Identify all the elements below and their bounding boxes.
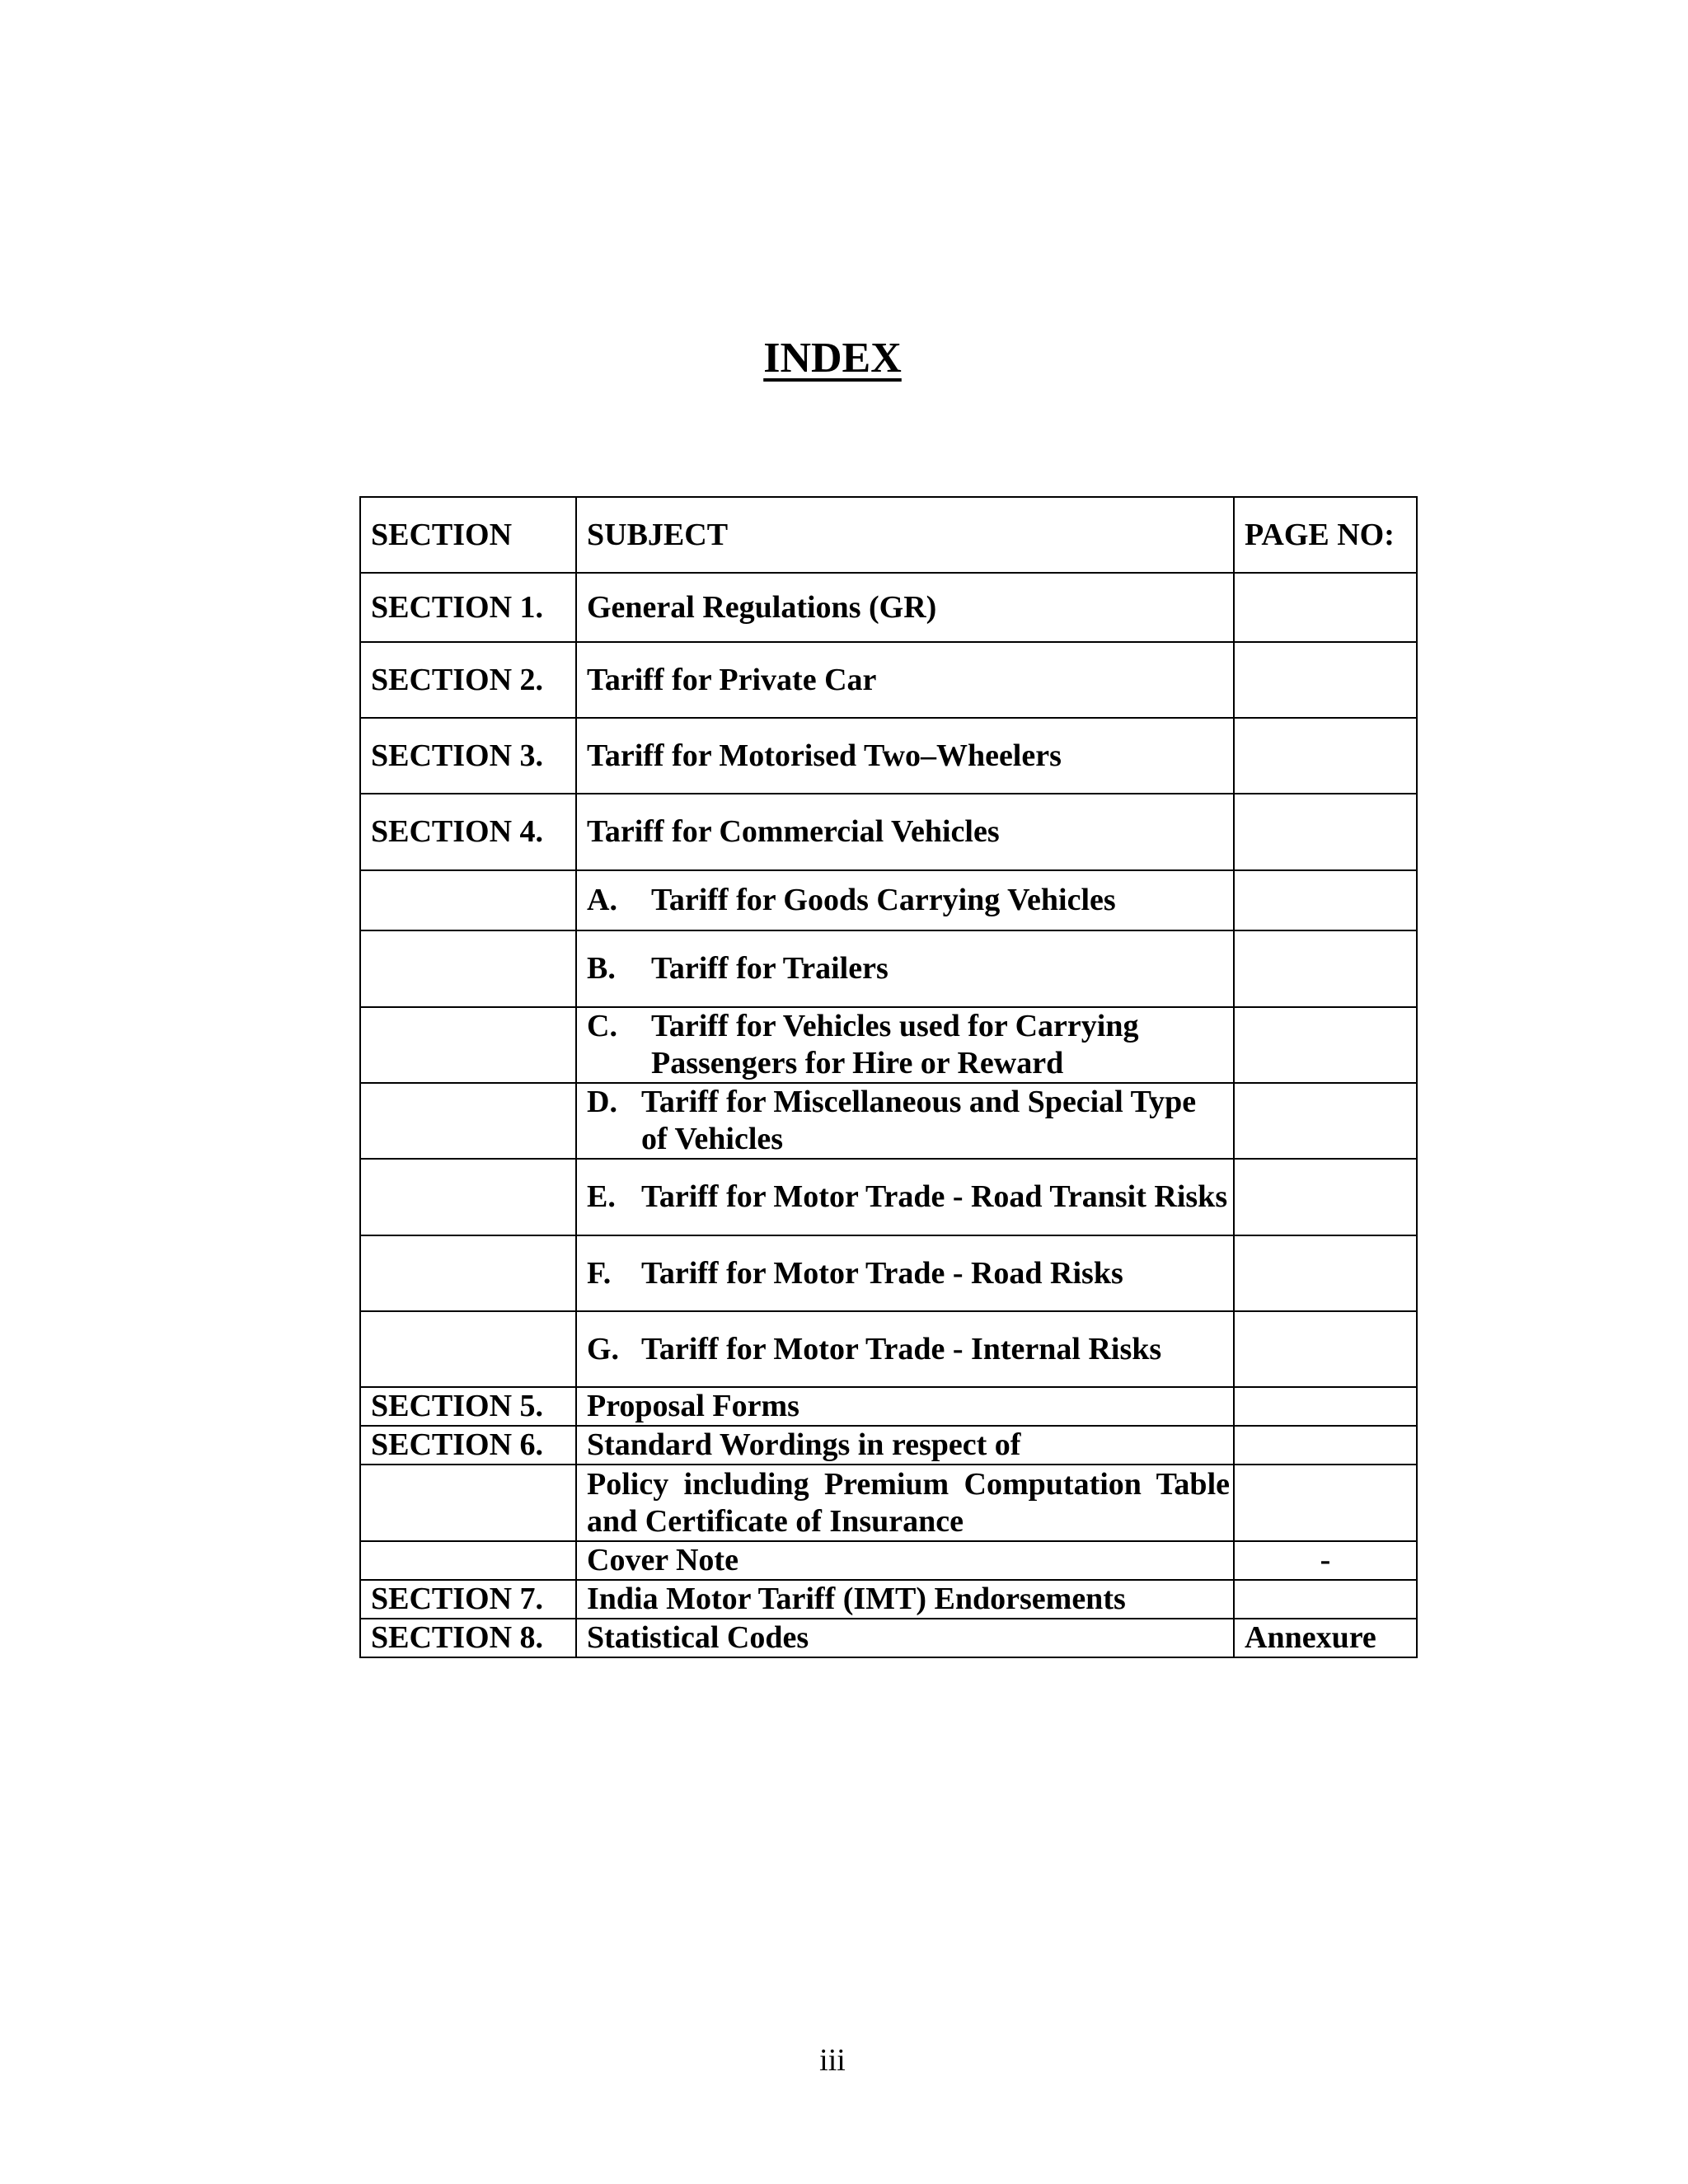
row-page: Annexure (1234, 1619, 1417, 1657)
row-subject: Proposal Forms (576, 1387, 1234, 1426)
row-page (1234, 1159, 1417, 1235)
header-page-no: PAGE NO: (1234, 497, 1417, 573)
index-table (359, 496, 1418, 1658)
row-section (360, 1465, 576, 1541)
row-subject: India Motor Tariff (IMT) Endorsements (576, 1580, 1234, 1619)
row-subject (576, 1159, 1234, 1235)
row-section: SECTION 5. (360, 1387, 576, 1426)
row-letter: D. (587, 1085, 617, 1119)
row-letter: G. (587, 1331, 620, 1366)
table-row (360, 930, 1417, 1007)
row-subject-text: Tariff for Motor Trade - Road Risks (641, 1255, 1123, 1291)
row-subject: Standard Wordings in respect of (576, 1426, 1234, 1465)
row-subject-text: Tariff for Vehicles used for Carrying Passengers for Hire or Reward (651, 1009, 1139, 1080)
table-row (360, 1387, 1417, 1426)
row-subject: Tariff for Motorised Two–Wheelers (576, 718, 1234, 794)
row-subject (576, 1007, 1234, 1083)
row-letter: A. (587, 883, 617, 917)
row-subject-text: Tariff for Goods Carrying Vehicles (651, 883, 1116, 917)
row-page (1234, 1387, 1417, 1426)
row-subject: Tariff for Private Car (576, 642, 1234, 718)
row-section (360, 1083, 576, 1159)
table-row (360, 1426, 1417, 1465)
row-page (1234, 1235, 1417, 1311)
page-title: INDEX (763, 335, 902, 382)
row-section (360, 1235, 576, 1311)
row-letter: C. (587, 1009, 617, 1043)
row-section: SECTION 7. (360, 1580, 576, 1619)
row-subject: Statistical Codes (576, 1619, 1234, 1657)
table-row (360, 1465, 1417, 1541)
table-row (360, 642, 1417, 718)
row-page: - (1234, 1541, 1417, 1580)
row-subject-text: Tariff for Trailers (651, 951, 889, 986)
row-section: SECTION 8. (360, 1619, 576, 1657)
row-letter: F. (587, 1255, 612, 1291)
row-section (360, 1541, 576, 1580)
row-subject: Tariff for Commercial Vehicles (576, 794, 1234, 870)
row-subject-text: Tariff for Motor Trade - Internal Risks (641, 1331, 1162, 1366)
row-subject-text: Tariff for Miscellaneous and Special Type of Vehicles (641, 1085, 1197, 1156)
row-section (360, 1007, 576, 1083)
row-subject: Policy including Premium Computation Table and Certificate of Insurance (576, 1465, 1234, 1541)
row-page (1234, 930, 1417, 1007)
row-subject: Cover Note (576, 1541, 1234, 1580)
row-subject (576, 1083, 1234, 1159)
row-section: SECTION 6. (360, 1426, 576, 1465)
row-page (1234, 1311, 1417, 1387)
table-row (360, 1619, 1417, 1657)
table-row (360, 1311, 1417, 1387)
row-section (360, 1159, 576, 1235)
table-row (360, 1007, 1417, 1083)
table-header-row (360, 497, 1417, 573)
row-subject-text: Tariff for Motor Trade - Road Transit Risks (641, 1179, 1228, 1214)
table-row (360, 1541, 1417, 1580)
row-page (1234, 1007, 1417, 1083)
row-section: SECTION 3. (360, 718, 576, 794)
row-subject (576, 930, 1234, 1007)
row-page (1234, 1426, 1417, 1465)
row-section (360, 930, 576, 1007)
row-subject (576, 1235, 1234, 1311)
row-page (1234, 642, 1417, 718)
row-page (1234, 1083, 1417, 1159)
row-subject (576, 1311, 1234, 1387)
row-section (360, 1311, 576, 1387)
row-page (1234, 718, 1417, 794)
row-section: SECTION 2. (360, 642, 576, 718)
row-page (1234, 573, 1417, 642)
page-number: iii (819, 2043, 846, 2078)
row-page (1234, 1465, 1417, 1541)
row-subject (576, 870, 1234, 930)
row-page (1234, 870, 1417, 930)
table-row (360, 1235, 1417, 1311)
row-section (360, 870, 576, 930)
row-subject: General Regulations (GR) (576, 573, 1234, 642)
row-letter: B. (587, 951, 616, 986)
row-page (1234, 1580, 1417, 1619)
header-subject: SUBJECT (576, 497, 1234, 573)
header-section: SECTION (360, 497, 576, 573)
row-letter: E. (587, 1179, 616, 1214)
table-row (360, 718, 1417, 794)
table-row (360, 1083, 1417, 1159)
table-row (360, 794, 1417, 870)
table-row (360, 1580, 1417, 1619)
row-section: SECTION 4. (360, 794, 576, 870)
table-row (360, 870, 1417, 930)
row-section: SECTION 1. (360, 573, 576, 642)
table-row (360, 1159, 1417, 1235)
table-row (360, 573, 1417, 642)
row-page (1234, 794, 1417, 870)
